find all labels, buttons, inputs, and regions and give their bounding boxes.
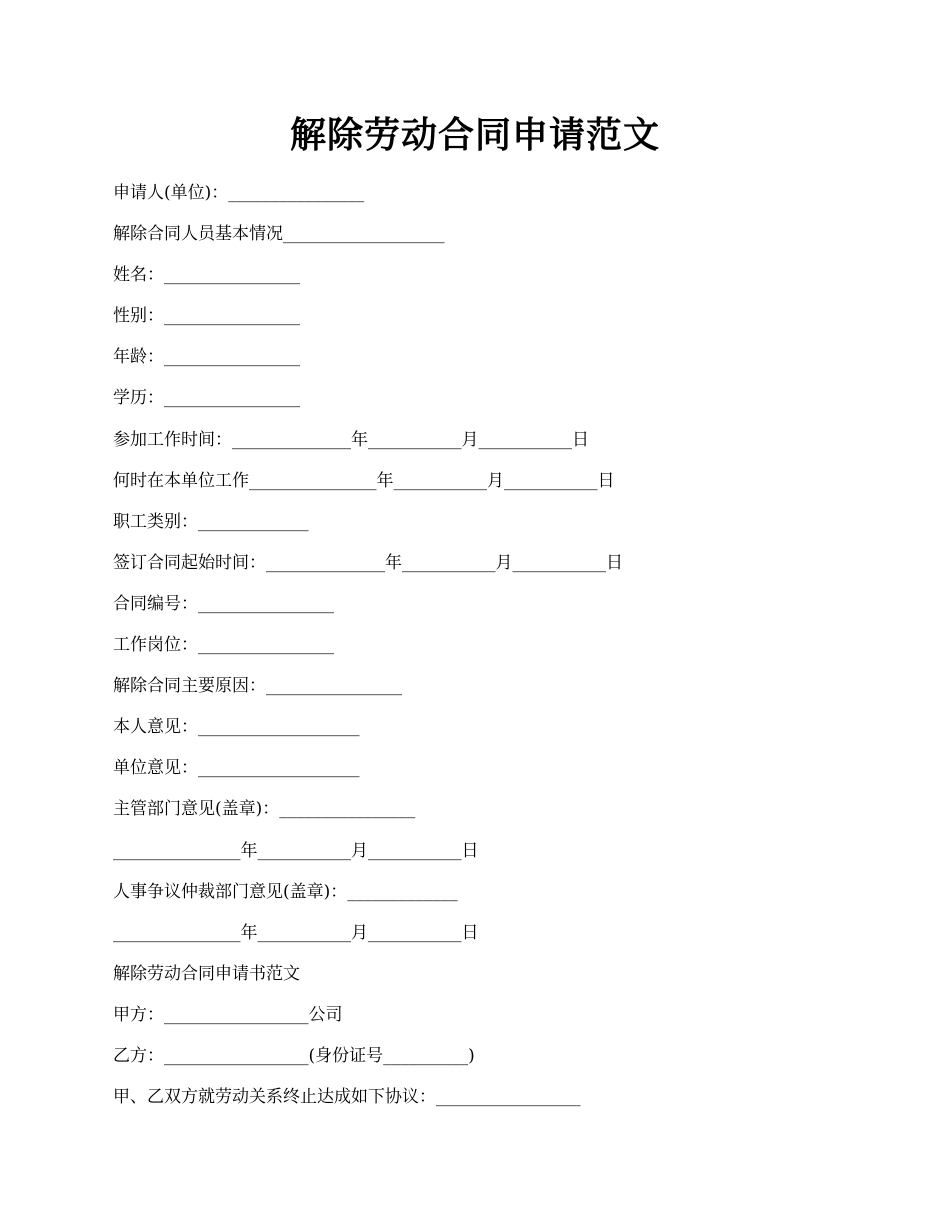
party-b-line: 乙方：_________________(身份证号__________) xyxy=(113,1045,475,1066)
contract-number-line: 合同编号：________________ xyxy=(113,593,334,614)
unit-opinion-line: 单位意见：___________________ xyxy=(113,758,360,779)
education-line: 学历：________________ xyxy=(113,388,300,409)
contract-start-date-line: 签订合同起始时间：______________年___________月___________日 xyxy=(113,552,623,573)
section-heading-line: 解除劳动合同申请书范文 xyxy=(113,963,300,984)
termination-reason-line: 解除合同主要原因：________________ xyxy=(113,676,402,697)
arbitration-opinion-line: 人事争议仲裁部门意见(盖章)：_____________ xyxy=(113,881,458,902)
document-title: 解除劳动合同申请范文 xyxy=(289,114,660,156)
arbitration-date-line: _______________年___________月___________日 xyxy=(113,922,479,943)
form-body xyxy=(113,176,873,1121)
age-line: 年龄：________________ xyxy=(113,347,300,368)
work-start-date-line: 参加工作时间：______________年___________月___________日 xyxy=(113,429,589,450)
supervisor-date-line: _______________年___________月___________日 xyxy=(113,840,479,861)
joined-unit-date-line: 何时在本单位工作_______________年___________月___________日 xyxy=(113,470,615,491)
personal-opinion-line: 本人意见：___________________ xyxy=(113,717,360,738)
agreement-line: 甲、乙双方就劳动关系终止达成如下协议：_________________ xyxy=(113,1087,581,1108)
employee-category-line: 职工类别：_____________ xyxy=(113,511,309,532)
job-position-line: 工作岗位：________________ xyxy=(113,635,334,656)
gender-line: 性别：________________ xyxy=(113,306,300,327)
name-line: 姓名：________________ xyxy=(113,265,300,286)
supervisor-opinion-line: 主管部门意见(盖章)：________________ xyxy=(113,799,416,820)
applicant-line: 申请人(单位)：________________ xyxy=(113,183,365,203)
party-a-line: 甲方：_________________公司 xyxy=(113,1004,343,1025)
terminated-person-info-line: 解除合同人员基本情况___________________ xyxy=(113,224,445,245)
